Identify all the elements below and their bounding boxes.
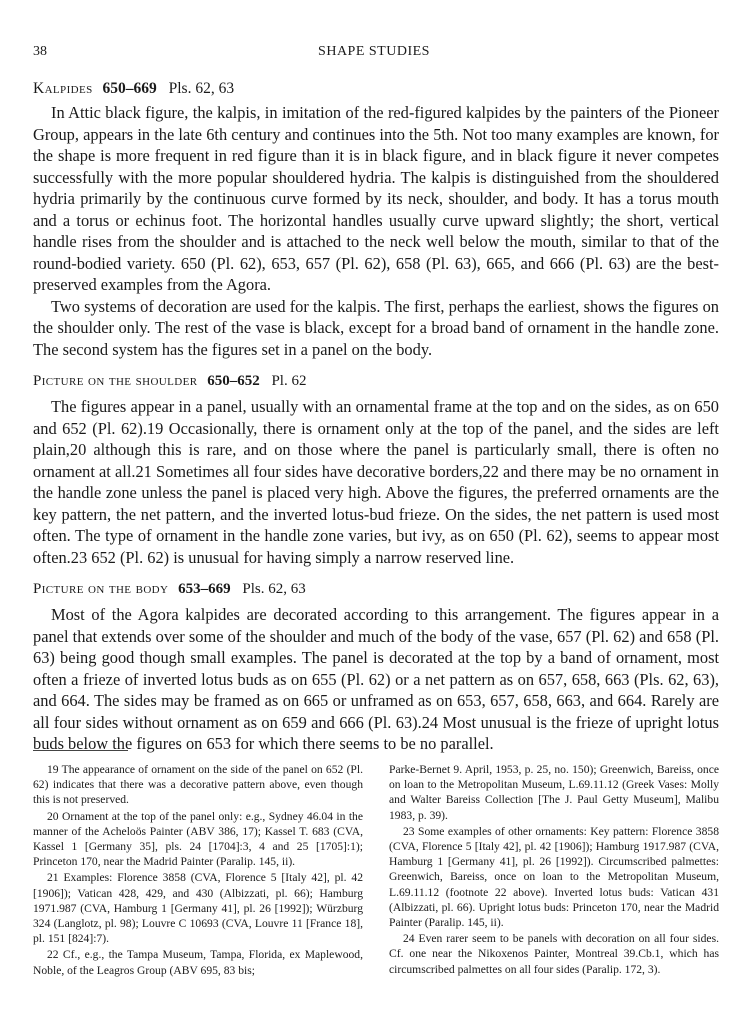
footnote-24: 24 Even rarer seem to be panels with decoration on all four sides. Cf. one near the Nikoxenos Painter, Montreal 39.Cb.1, which has circumscribed palmettes on all four sides (Paralip. 172, 3). [389, 932, 719, 976]
footnote-23: 23 Some examples of other ornaments: Key pattern: Florence 3858 (CVA, Florence 5 [Italy 42], pl. 42 [1906]); Hamburg 1917.987 (CVA, Hamburg 1 [Germany 41], pl. 26 [1992]). Circumscribed palmettes: Greenwich, Bareiss, once on loan to the Metropolitan Museum, L.69.11.12 (footnote 22 above). Inverted lotus buds: Vatican 431 (Albizzati, pl. 66). Upright lotus buds: Princeton 170, near the Madrid Painter (Paralip. 145, ii). [389, 824, 719, 930]
subsection-title: Picture on the shoulder [33, 373, 198, 389]
footnote-column-left [33, 762, 363, 978]
subsection-catalogue-numbers: 653–669 [178, 581, 231, 597]
subsection-plates: Pl. 62 [271, 373, 307, 389]
footnote-22-continued: Parke-Bernet 9. April, 1953, p. 25, no. 150); Greenwich, Bareiss, once on loan to the Metropolitan Museum, L.69.11.12 (Greek Vases: Molly and Walter Bareiss Collection [The J. Paul Getty Museum], Malibu 1983, p. 39). [389, 763, 719, 822]
subsection-heading-body [33, 579, 719, 600]
page-number: 38 [33, 44, 47, 59]
subsection-heading-shoulder [33, 371, 719, 392]
footnote-19: 19 The appearance of ornament on the side of the panel on 652 (Pl. 62) indicates that there was a decorative pattern above, even though this is not preserved. [33, 763, 363, 807]
subsection-title: Picture on the body [33, 581, 169, 597]
paragraph-intro: In Attic black figure, the kalpis, in imitation of the red-figured kalpides by the painters of the Pioneer Group, appears in the late 6th century and continues into the 5th. Not too many examples are known, for the shape is more frequent in red figure than it is in black figure, and in black figure it never competes successfully with the more popular shouldered hydria. The kalpis is distinguished from the shouldered hydria primarily by the continuous curve formed by its neck, shoulder, and body. It has a torus mouth and a torus or echinus foot. The horizontal handles usually curve upward slightly; the short, vertical handle rises from the shoulder and is attached to the neck well below the mouth, similar to that of the round-bodied variety. 650 (Pl. 62), 653, 657 (Pl. 62), 658 (Pl. 63), 665, and 666 (Pl. 63) are the best-preserved examples from the Agora. [33, 103, 719, 294]
section-heading [33, 78, 719, 99]
section-catalogue-numbers: 650–669 [102, 80, 157, 97]
page-header [33, 44, 715, 64]
section-title: Kalpides [33, 80, 93, 97]
footnote-divider [33, 750, 128, 751]
subsection-catalogue-numbers: 650–652 [207, 373, 260, 389]
paragraph-shoulder: The figures appear in a panel, usually with an ornamental frame at the top and on the sides, as on 650 and 652 (Pl. 62).19 Occasionally, there is ornament only at the top of the panel, and the sides are left plain,20 although this is rare, and on those where the panel is particularly small, there is often no ornament at all.21 Sometimes all four sides have decorative borders,22 and there may be no ornament in the handle zone unless the panel is placed very high. Above the figures, the preferred ornaments are the key pattern, the net pattern, and the inverted lotus-bud frieze. On the sides, the net pattern is used most often. The type of ornament in the handle zone varies, but ivy, as on 650 (Pl. 62), seems to appear most often.23 652 (Pl. 62) is unusual for having simply a narrow reserved line. [33, 397, 719, 567]
running-head: SHAPE STUDIES [318, 44, 430, 59]
section-plates: Pls. 62, 63 [168, 80, 235, 97]
subsection-plates: Pls. 62, 63 [242, 581, 306, 597]
footnote-22: 22 Cf., e.g., the Tampa Museum, Tampa, Florida, ex Maplewood, Noble, of the Leagros Group (ABV 695, 83 bis; [33, 948, 363, 977]
main-text [33, 78, 719, 755]
footnote-20: 20 Ornament at the top of the panel only: e.g., Sydney 46.04 in the manner of the Acheloös Painter (ABV 386, 17); Kassel T. 683 (CVA, Kassel 1 [Germany 35], pls. 24 [1704]:3, 4 and 25 [1705]:1); Princeton 170, near the Madrid Painter (Paralip. 145, ii). [33, 809, 363, 869]
footnote-column-right [389, 762, 719, 977]
paragraph-systems: Two systems of decoration are used for the kalpis. The first, perhaps the earliest, shows the figures on the shoulder only. The rest of the vase is black, except for a broad band of ornament in the handle zone. The second system has the figures set in a panel on the body. [33, 296, 719, 359]
footnote-21: 21 Examples: Florence 3858 (CVA, Florence 5 [Italy 42], pl. 42 [1906]); Vatican 428, 429, and 430 (Albizzati, pl. 66); Hamburg 1971.987 (CVA, Hamburg 1 [Germany 41], pl. 26 [1992]); Würzburg 324 (Langlotz, pl. 98); Louvre C 10693 (CVA, Louvre 11 [France 18], pl. 151 [824]:7). [33, 871, 363, 946]
paragraph-body: Most of the Agora kalpides are decorated according to this arrangement. The figures appear in a panel that extends over some of the shoulder and much of the body of the vase, 657 (Pl. 62) and 658 (Pl. 63) being good though small examples. The panel is decorated at the top by a band of ornament, most often a frieze of inverted lotus buds as on 655 (Pl. 62) or a net pattern as on 657, 658, 663 (Pls. 62, 63), and 664. The sides may be framed as on 665 or unframed as on 653, 657, 658, 663, and 664. Rarely are all four sides without ornament as on 659 and 666 (Pl. 63).24 Most unusual is the frieze of upright lotus buds below the figures on 653 for which there seems to be no parallel. [33, 605, 719, 753]
